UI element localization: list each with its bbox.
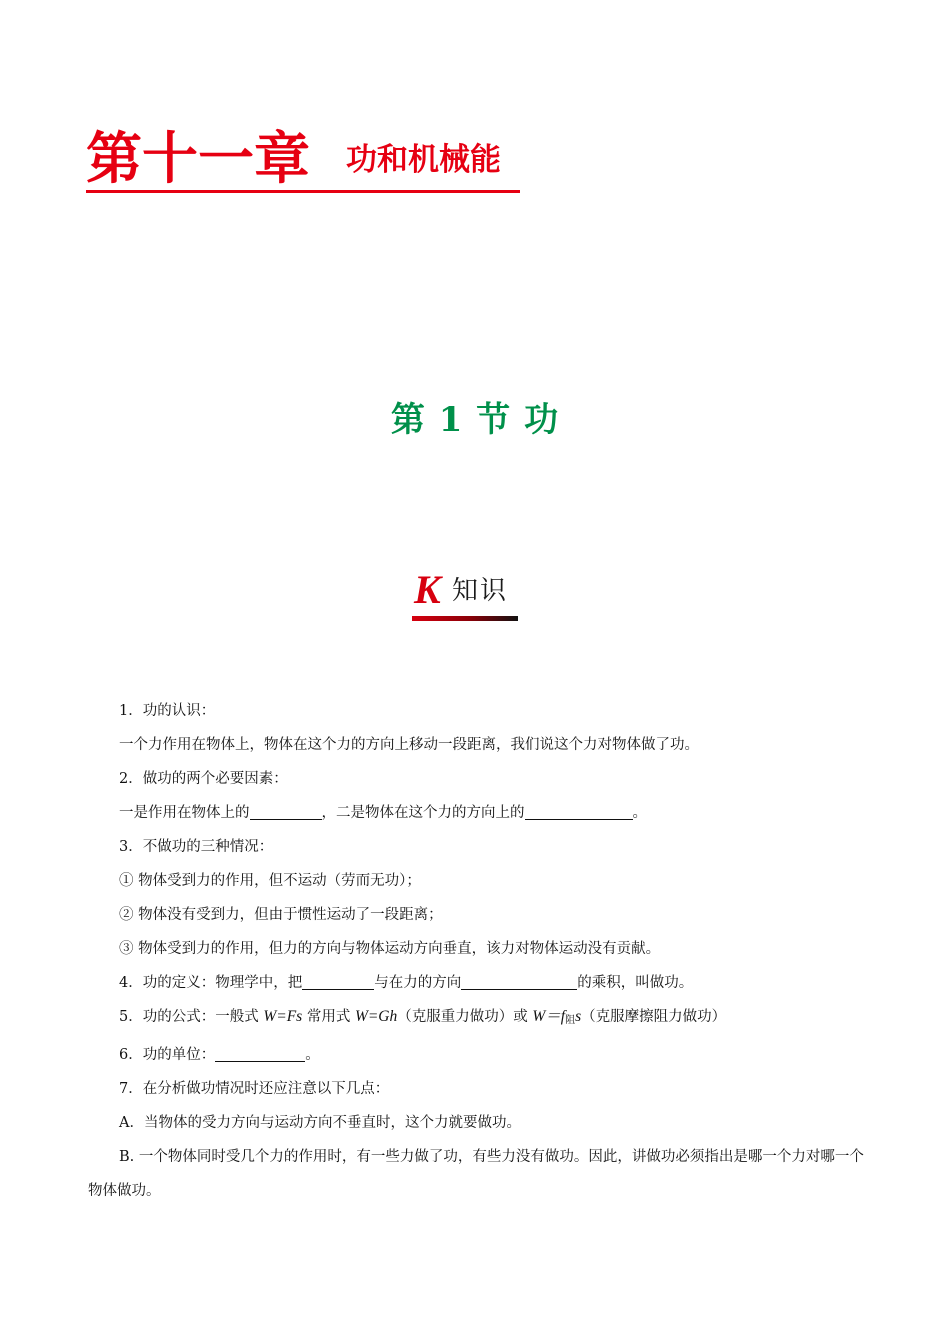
item4-body [119, 966, 869, 1000]
item2-part3: 。 [632, 805, 647, 821]
knowledge-k-icon: K [414, 567, 441, 612]
item6-part2: 。 [305, 1047, 320, 1063]
chapter-title: 功和机械能 [346, 142, 501, 178]
item1-body: 一个力作用在物体上，物体在这个力的方向上移动一段距离，我们说这个力对物体做了功。 [119, 737, 699, 753]
item6-part1: 6．功的单位： [119, 1047, 216, 1063]
item3-title: 3．不做功的三种情况： [119, 839, 274, 855]
item2-body [119, 796, 869, 830]
item7-title: 7．在分析做功情况时还应注意以下几点： [119, 1081, 390, 1097]
item7-b: B. 一个物体同时受几个力的作用时，有一些力做了功，有些力没有做功。因此，讲做功必须指出是哪一个力对哪一个物体做功。 [88, 1149, 864, 1199]
item6-body [119, 1038, 869, 1072]
blank-definition-distance[interactable] [461, 971, 577, 990]
knowledge-content [88, 694, 869, 1208]
section-title: 第 1 节 功 [390, 400, 560, 440]
item3-case2: ② 物体没有受到力，但由于惯性运动了一段距离； [119, 907, 443, 923]
item4-part2: 与在力的方向 [374, 975, 462, 991]
chapter-number: 第十一章 [86, 126, 310, 192]
formula-friction-b: s [575, 1008, 582, 1025]
blank-definition-force[interactable] [302, 971, 374, 990]
knowledge-underline [412, 616, 518, 621]
item5-prefix: 5．功的公式：一般式 [119, 1009, 264, 1025]
knowledge-badge [412, 566, 518, 624]
item5-note2: （克服摩擦阻力做功） [581, 1009, 727, 1025]
item5-note1: （克服重力做功）或 [397, 1009, 533, 1025]
item3-case1: ① 物体受到力的作用，但不运动（劳而无功）； [119, 873, 421, 889]
item1-title: 1．功的认识： [119, 703, 216, 719]
blank-unit[interactable] [215, 1043, 305, 1062]
blank-force[interactable] [250, 801, 322, 820]
item7-a: A．当物体的受力方向与运动方向不垂直时，这个力就要做功。 [119, 1115, 521, 1131]
blank-distance[interactable] [525, 801, 633, 820]
item5-body [119, 1000, 869, 1038]
knowledge-label: 知识 [452, 576, 509, 606]
item2-part1: 一是作用在物体上的 [119, 805, 250, 821]
formula-general: W=Fs [263, 1008, 303, 1025]
formula-friction-a: W＝f [532, 1008, 566, 1025]
item4-part1: 4．功的定义：物理学中，把 [119, 975, 303, 991]
formula-gravity: W=Gh [354, 1008, 398, 1025]
chapter-header [86, 128, 520, 193]
item3-case3: ③ 物体受到力的作用，但力的方向与物体运动方向垂直，该力对物体运动没有贡献。 [119, 941, 661, 957]
item4-part3: 的乘积，叫做功。 [577, 975, 694, 991]
item2-title: 2．做功的两个必要因素： [119, 771, 288, 787]
item5-middle: 常用式 [302, 1009, 355, 1025]
formula-friction-sub: 阻 [565, 1015, 576, 1026]
item2-part2: ，二是物体在这个力的方向上的 [321, 805, 525, 821]
